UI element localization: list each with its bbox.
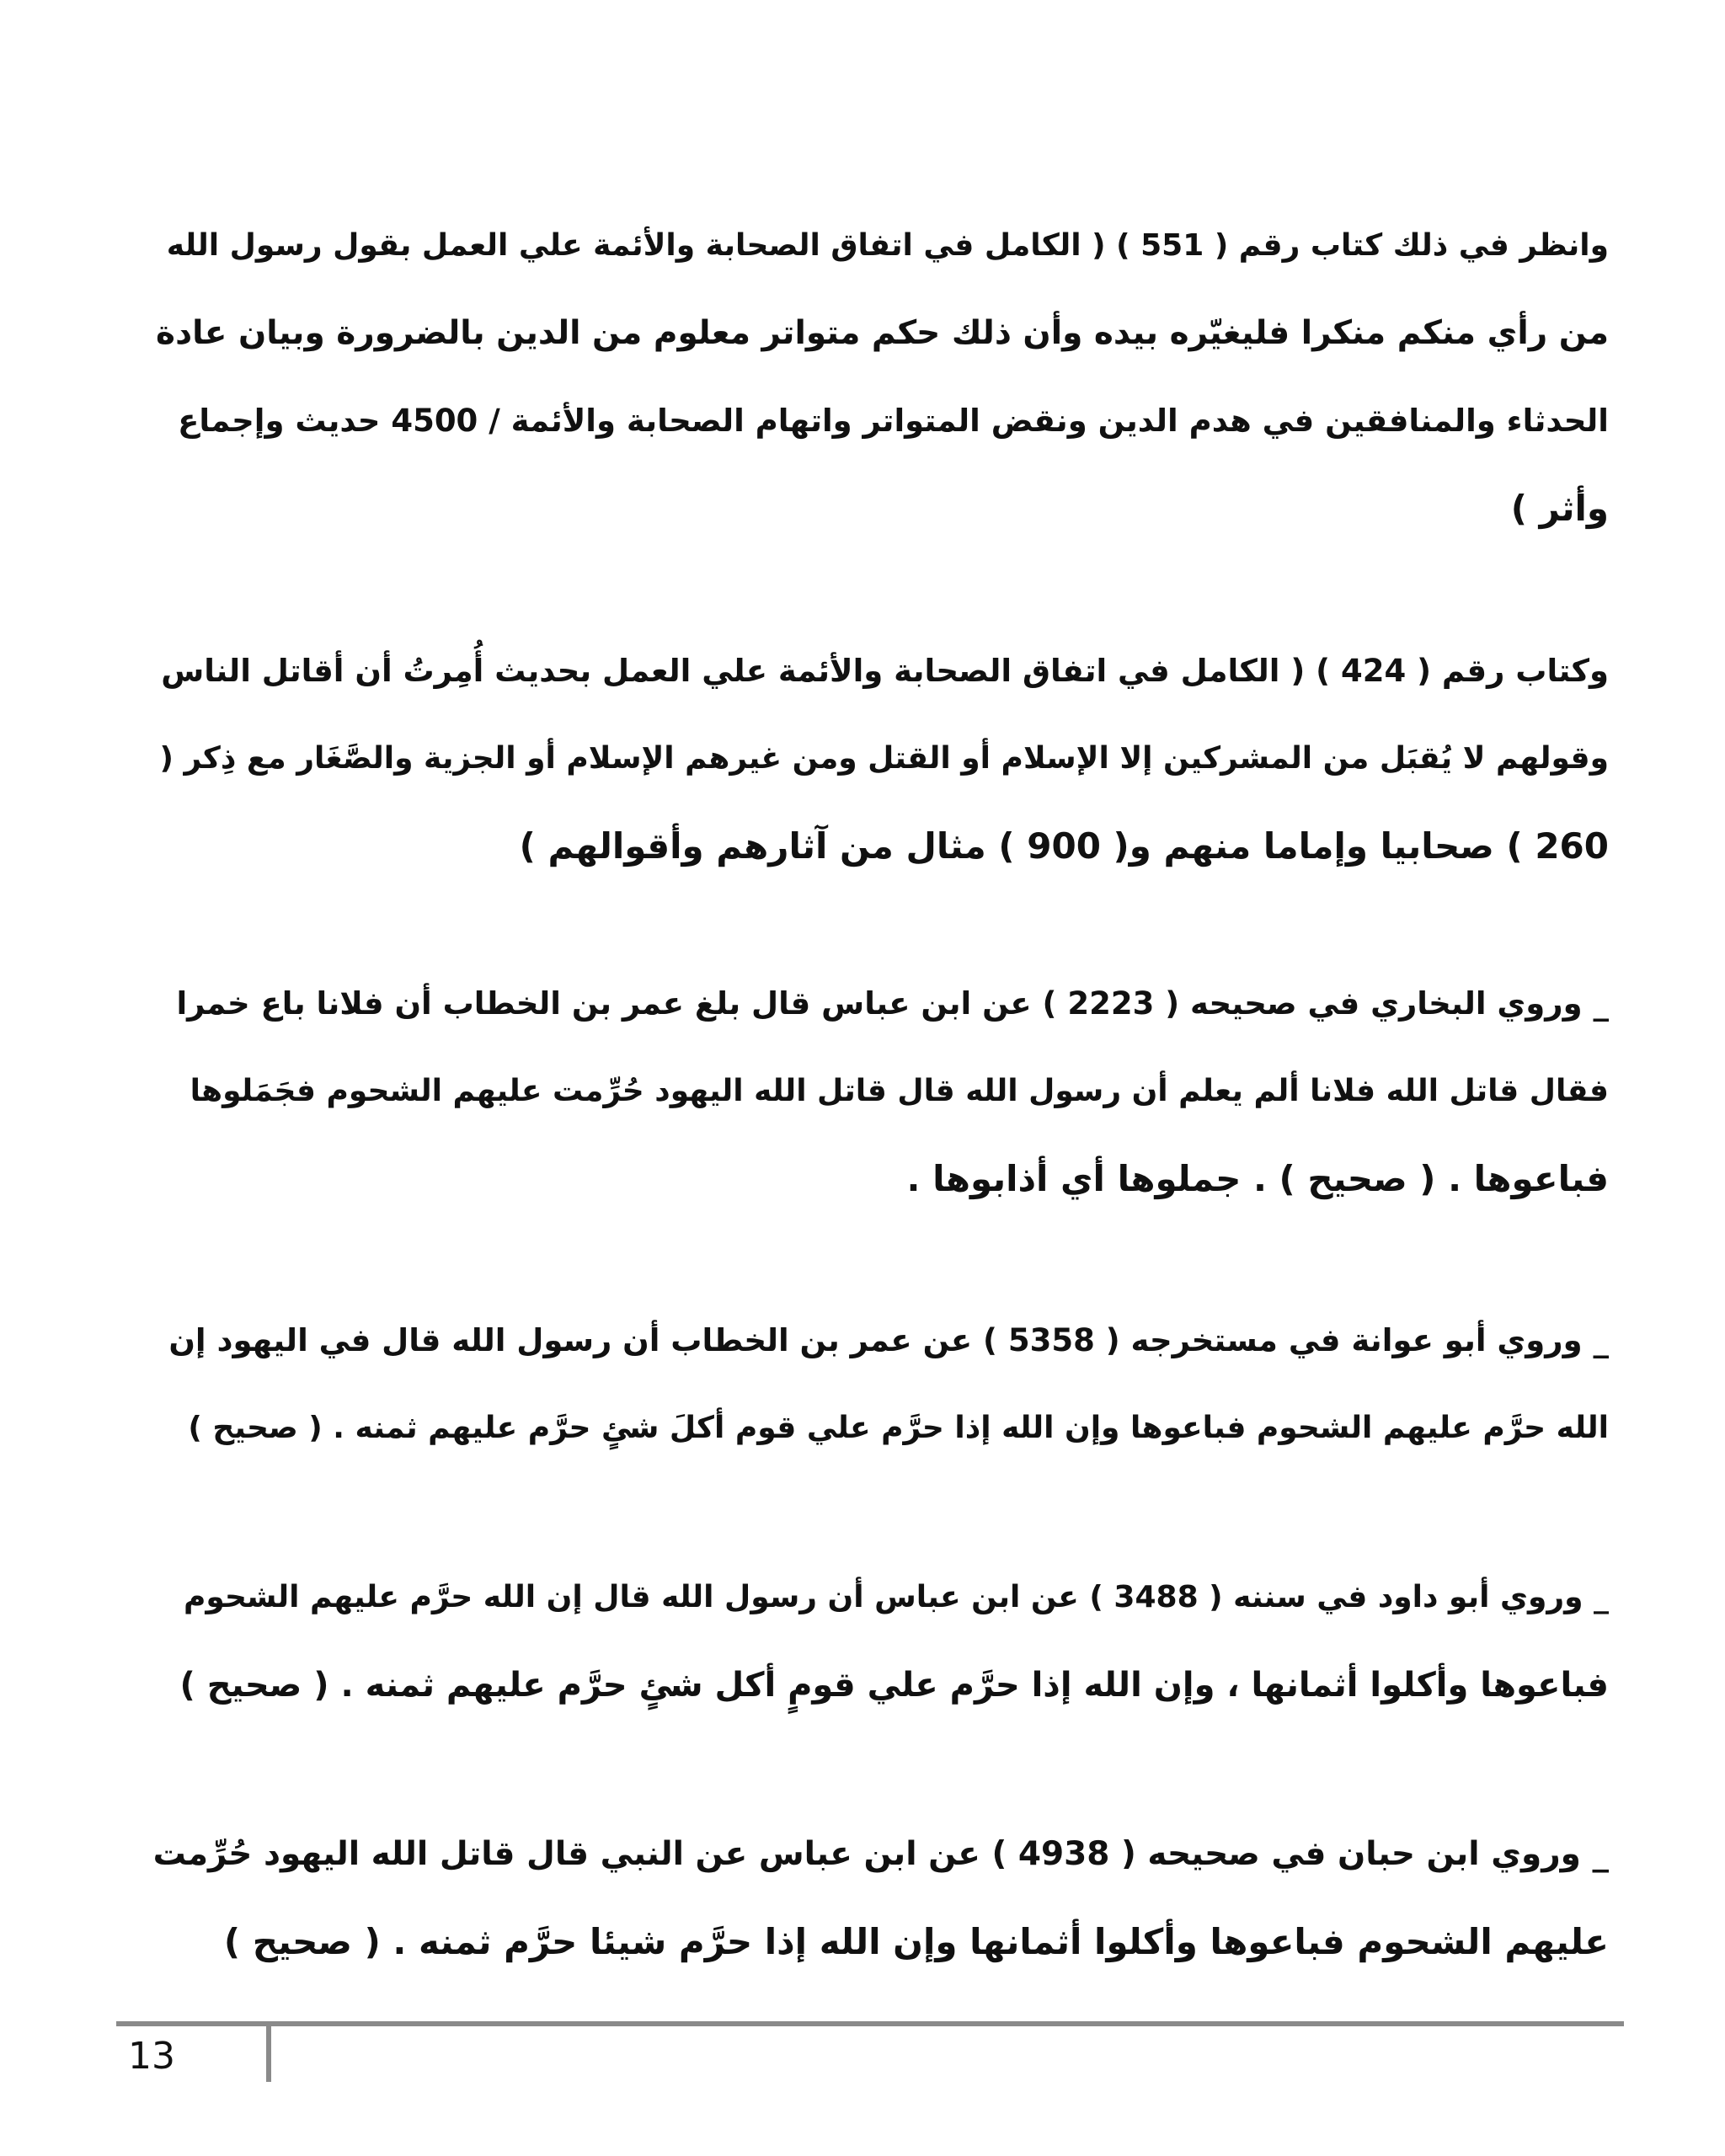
paragraph-line: وأثر ) [1510, 488, 1609, 529]
footer-divider-tick [266, 2026, 271, 2082]
paragraph-line: فقال قاتل الله فلانا ألم يعلم أن رسول الله قال قاتل الله اليهود حُرِّمت عليهم الشحوم فجَمَلوها [190, 1074, 1609, 1108]
footer-rule [116, 2021, 1624, 2026]
paragraph-line: _ وروي أبو داود في سننه ( 3488 ) عن ابن عباس أن رسول الله قال إن الله حرَّم عليهم الشحوم [184, 1580, 1609, 1614]
paragraph-line: _ وروي أبو عوانة في مستخرجه ( 5358 ) عن عمر بن الخطاب أن رسول الله قال في اليهود إن [168, 1322, 1609, 1358]
paragraph-bukhari-2223 [152, 960, 1609, 1223]
paragraph-line: الله حرَّم عليهم الشحوم فباعوها وإن الله إذا حرَّم علي قوم أكلَ شئٍ حرَّم عليهم ثمنه . ( صحيح ) [188, 1411, 1609, 1445]
paragraph-book-424 [152, 627, 1609, 890]
paragraph-line: عليهم الشحوم فباعوها وأكلوا أثمانها وإن الله إذا حرَّم شيئا حرَّم ثمنه . ( صحيح ) [223, 1921, 1609, 1962]
paragraph-abu-dawud-3488 [152, 1554, 1609, 1729]
paragraph-line: فباعوها . ( صحيح ) . جملوها أي أذابوها . [906, 1158, 1609, 1199]
paragraph-line: وكتاب رقم ( 424 ) ( الكامل في اتفاق الصحابة والأئمة علي العمل بحديث أُمِرتُ أن أقاتل الناس [161, 653, 1609, 689]
paragraph-line: فباعوها وأكلوا أثمانها ، وإن الله إذا حرَّم علي قومٍ أكل شئٍ حرَّم عليهم ثمنه . ( صحيح ) [179, 1666, 1609, 1705]
paragraph-line: _ وروي البخاري في صحيحه ( 2223 ) عن ابن عباس قال بلغ عمر بن الخطاب أن فلانا باع خمرا [176, 985, 1609, 1022]
paragraph-abu-awana-5358 [152, 1297, 1609, 1472]
paragraph-line: _ وروي ابن حبان في صحيحه ( 4938 ) عن ابن عباس عن النبي قال قاتل الله اليهود حُرِّمت [152, 1835, 1609, 1873]
paragraph-line: 260 ) صحابيا وإماما منهم و( 900 ) مثال من آثارهم وأقوالهم ) [519, 825, 1609, 867]
paragraph-line: وانظر في ذلك كتاب رقم ( 551 ) ( الكامل في اتفاق الصحابة والأئمة علي العمل بقول رسول الله [166, 228, 1609, 263]
paragraph-line: وقولهم لا يُقبَل من المشركين إلا الإسلام أو القتل ومن غيرهم الإسلام أو الجزية والصَّغَار مع ذِكر ( [159, 741, 1609, 776]
paragraph-book-551 [152, 202, 1609, 552]
paragraph-ibn-hibban-4938 [152, 1811, 1609, 1986]
paragraph-line: من رأي منكم منكرا فليغيّره بيده وأن ذلك حكم متواتر معلوم من الدين بالضرورة وبيان عادة [156, 314, 1609, 352]
paragraph-line: الحدثاء والمنافقين في هدم الدين ونقض المتواتر واتهام الصحابة والأئمة / 4500 حديث وإجماع [178, 403, 1609, 439]
page-number: 13 [128, 2035, 175, 2078]
